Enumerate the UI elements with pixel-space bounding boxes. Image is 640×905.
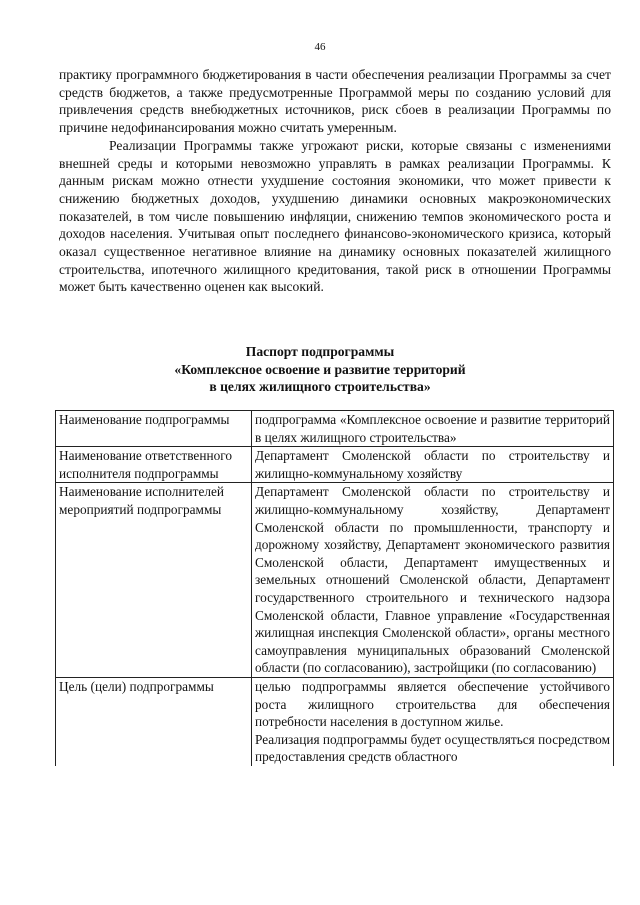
table-row: [56, 483, 614, 678]
passport-title: [0, 343, 640, 396]
passport-table: [55, 410, 614, 766]
row-label-goal: Цель (цели) подпрограммы: [56, 677, 252, 765]
row-label-responsible: Наименование ответственного исполнителя подпрограммы: [56, 447, 252, 483]
row-label-executors: Наименование исполнителей мероприятий подпрограммы: [56, 483, 252, 678]
paragraph-continuation: практику программного бюджетирования в части обеспечения реализации Программы за счет средств бюджетов, а также предусмотренные Программой меры по созданию условий для привлечения средств внебюджетных источников, риск сбоев в реализации Программы по причине недофинансирования можно считать умеренным.: [59, 67, 611, 136]
row-value-goal: [252, 677, 614, 765]
table-row: [56, 447, 614, 483]
page-number: 46: [314, 41, 326, 53]
table-row: [56, 677, 614, 765]
row-value-responsible: Департамент Смоленской области по строительству и жилищно-коммунальному хозяйству: [252, 447, 614, 483]
passport-title-line-1: Паспорт подпрограммы: [245, 344, 395, 359]
row-value-name: подпрограмма «Комплексное освоение и развитие территорий в целях жилищного строительства»: [252, 411, 614, 447]
row-label-name: Наименование подпрограммы: [56, 411, 252, 447]
passport-title-line-3: в целях жилищного строительства»: [209, 379, 431, 394]
goal-implementation-text: Реализация подпрограммы будет осуществляться посредством предоставления средств областного: [255, 731, 610, 765]
body-text: [59, 66, 611, 296]
passport-title-line-2: «Комплексное освоение и развитие территорий: [174, 361, 466, 377]
table-row: [56, 411, 614, 447]
goal-text: целью подпрограммы является обеспечение устойчивого роста жилищного строительства для обеспечения потребности населения в доступном жилье.: [255, 678, 610, 730]
paragraph-risks: Реализации Программы также угрожают риски, которые связаны с изменениями внешней среды и которыми невозможно управлять в рамках реализации Программы. К данным рискам можно отнести ухудшение состояния экономики, что может привести к снижению бюджетных доходов, ухудшению динамики основных макроэкономических показателей, в том числе повышению инфляции, снижению темпов экономического роста и доходов населения. Учитывая опыт последнего финансово-экономического кризиса, который оказал существенное негативное влияние на динамику основных показателей жилищного строительства, ипотечного жилищного кредитования, такой риск в отношении Программы может быть качественно оценен как высокий.: [59, 137, 611, 295]
row-value-executors: Департамент Смоленской области по строительству и жилищно-коммунальному хозяйству, Департамент Смоленской области по промышленности, транспорту и дорожному хозяйству, Департамент экономического развития Смоленской области, Департамент имущественных и земельных отношений Смоленской области, Департамент государственного строительного и технического надзора Смоленской области, Главное управление «Государственная жилищная инспекция Смоленской области», органы местного самоуправления муниципальных образований Смоленской области (по согласованию), застройщики (по согласованию): [252, 483, 614, 678]
